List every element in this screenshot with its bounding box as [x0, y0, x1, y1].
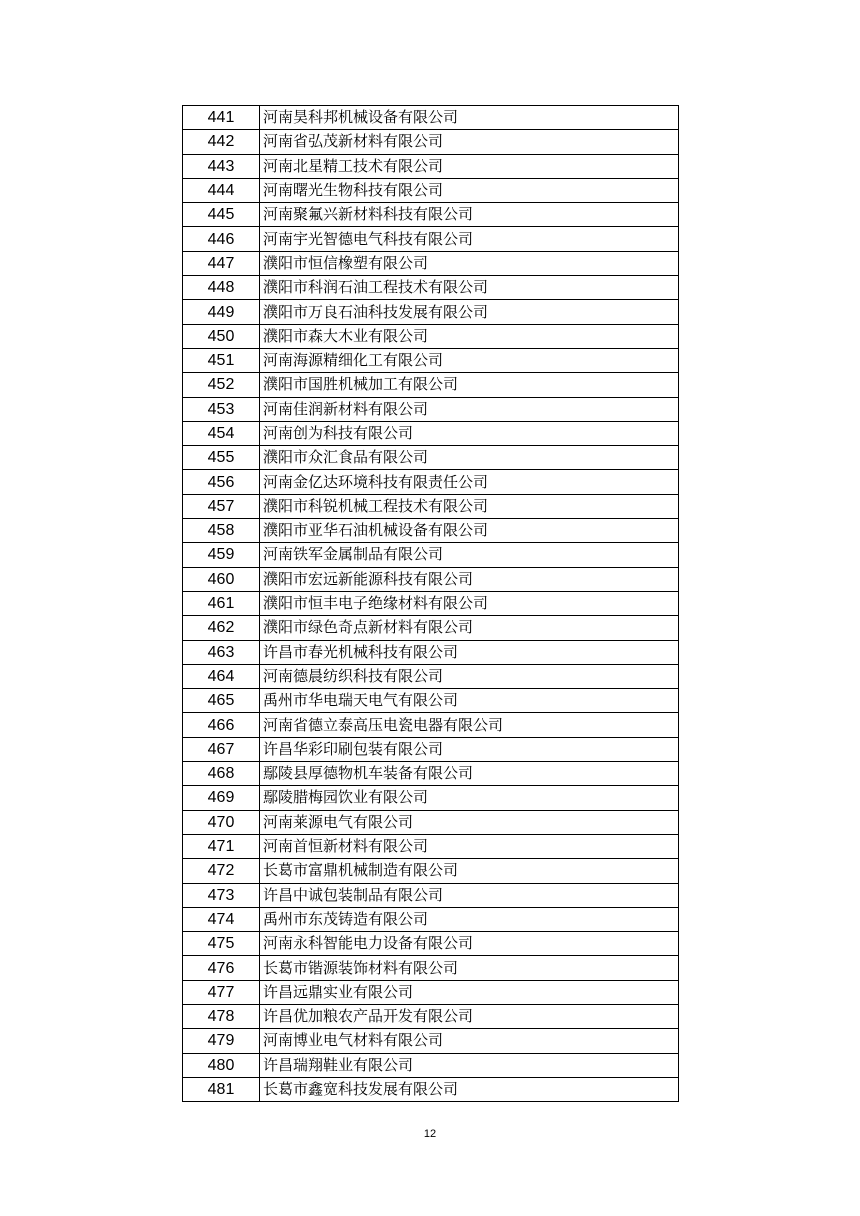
- company-name-cell: 濮阳市众汇食品有限公司: [260, 446, 679, 470]
- table-row: [183, 907, 679, 931]
- table-row: [183, 494, 679, 518]
- table-row: [183, 203, 679, 227]
- company-name-cell: 河南省弘茂新材料有限公司: [260, 130, 679, 154]
- table-row: [183, 543, 679, 567]
- company-name-cell: 河南德晨纺织科技有限公司: [260, 664, 679, 688]
- row-number-cell: 477: [183, 980, 260, 1004]
- table-row: [183, 324, 679, 348]
- table-row: [183, 932, 679, 956]
- company-name-cell: 鄢陵县厚德物机车装备有限公司: [260, 762, 679, 786]
- table-row: [183, 130, 679, 154]
- row-number-cell: 454: [183, 421, 260, 445]
- company-name-cell: 河南昊科邦机械设备有限公司: [260, 106, 679, 130]
- row-number-cell: 470: [183, 810, 260, 834]
- company-name-cell: 河南博业电气材料有限公司: [260, 1029, 679, 1053]
- company-name-cell: 濮阳市恒丰电子绝缘材料有限公司: [260, 591, 679, 615]
- table-row: [183, 834, 679, 858]
- row-number-cell: 471: [183, 834, 260, 858]
- table-row: [183, 810, 679, 834]
- row-number-cell: 452: [183, 373, 260, 397]
- table-row: [183, 251, 679, 275]
- row-number-cell: 469: [183, 786, 260, 810]
- company-name-cell: 濮阳市亚华石油机械设备有限公司: [260, 519, 679, 543]
- table-row: [183, 1029, 679, 1053]
- company-name-cell: 河南佳润新材料有限公司: [260, 397, 679, 421]
- row-number-cell: 458: [183, 519, 260, 543]
- company-name-cell: 河南宇光智德电气科技有限公司: [260, 227, 679, 251]
- table-row: [183, 859, 679, 883]
- table-row: [183, 178, 679, 202]
- table-row: [183, 956, 679, 980]
- company-name-cell: 濮阳市宏远新能源科技有限公司: [260, 567, 679, 591]
- row-number-cell: 472: [183, 859, 260, 883]
- table-row: [183, 154, 679, 178]
- row-number-cell: 474: [183, 907, 260, 931]
- row-number-cell: 445: [183, 203, 260, 227]
- table-row: [183, 786, 679, 810]
- company-name-cell: 长葛市鑫宽科技发展有限公司: [260, 1077, 679, 1101]
- company-name-cell: 河南省德立泰高压电瓷电器有限公司: [260, 713, 679, 737]
- company-name-cell: 河南首恒新材料有限公司: [260, 834, 679, 858]
- company-name-cell: 濮阳市国胜机械加工有限公司: [260, 373, 679, 397]
- company-name-cell: 许昌华彩印刷包装有限公司: [260, 737, 679, 761]
- row-number-cell: 459: [183, 543, 260, 567]
- table-row: [183, 348, 679, 372]
- row-number-cell: 447: [183, 251, 260, 275]
- row-number-cell: 476: [183, 956, 260, 980]
- table-row: [183, 397, 679, 421]
- company-name-cell: 濮阳市绿色奇点新材料有限公司: [260, 616, 679, 640]
- company-name-cell: 河南创为科技有限公司: [260, 421, 679, 445]
- table-row: [183, 421, 679, 445]
- company-name-cell: 许昌瑞翔鞋业有限公司: [260, 1053, 679, 1077]
- table-row: [183, 713, 679, 737]
- row-number-cell: 463: [183, 640, 260, 664]
- row-number-cell: 466: [183, 713, 260, 737]
- row-number-cell: 441: [183, 106, 260, 130]
- row-number-cell: 462: [183, 616, 260, 640]
- table-row: [183, 1077, 679, 1101]
- company-name-cell: 鄢陵腊梅园饮业有限公司: [260, 786, 679, 810]
- table-row: [183, 300, 679, 324]
- table-row: [183, 762, 679, 786]
- row-number-cell: 450: [183, 324, 260, 348]
- row-number-cell: 443: [183, 154, 260, 178]
- company-name-cell: 长葛市锴源装饰材料有限公司: [260, 956, 679, 980]
- table-row: [183, 519, 679, 543]
- company-name-cell: 许昌优加粮农产品开发有限公司: [260, 1004, 679, 1028]
- row-number-cell: 475: [183, 932, 260, 956]
- table-row: [183, 567, 679, 591]
- row-number-cell: 442: [183, 130, 260, 154]
- table-row: [183, 980, 679, 1004]
- row-number-cell: 479: [183, 1029, 260, 1053]
- table-row: [183, 664, 679, 688]
- row-number-cell: 480: [183, 1053, 260, 1077]
- row-number-cell: 468: [183, 762, 260, 786]
- row-number-cell: 465: [183, 689, 260, 713]
- row-number-cell: 455: [183, 446, 260, 470]
- table-row: [183, 1053, 679, 1077]
- table-row: [183, 106, 679, 130]
- row-number-cell: 473: [183, 883, 260, 907]
- company-name-cell: 禹州市东茂铸造有限公司: [260, 907, 679, 931]
- company-name-cell: 许昌市春光机械科技有限公司: [260, 640, 679, 664]
- company-name-cell: 河南海源精细化工有限公司: [260, 348, 679, 372]
- company-name-cell: 禹州市华电瑞天电气有限公司: [260, 689, 679, 713]
- row-number-cell: 464: [183, 664, 260, 688]
- row-number-cell: 453: [183, 397, 260, 421]
- row-number-cell: 460: [183, 567, 260, 591]
- table-row: [183, 276, 679, 300]
- company-name-cell: 濮阳市科锐机械工程技术有限公司: [260, 494, 679, 518]
- company-name-cell: 濮阳市万良石油科技发展有限公司: [260, 300, 679, 324]
- row-number-cell: 456: [183, 470, 260, 494]
- table-row: [183, 470, 679, 494]
- table-row: [183, 689, 679, 713]
- row-number-cell: 467: [183, 737, 260, 761]
- row-number-cell: 446: [183, 227, 260, 251]
- company-name-cell: 河南聚氟兴新材料科技有限公司: [260, 203, 679, 227]
- company-name-cell: 河南曙光生物科技有限公司: [260, 178, 679, 202]
- company-name-cell: 河南北星精工技术有限公司: [260, 154, 679, 178]
- table-row: [183, 373, 679, 397]
- table-row: [183, 591, 679, 615]
- company-name-cell: 长葛市富鼎机械制造有限公司: [260, 859, 679, 883]
- company-name-cell: 濮阳市森大木业有限公司: [260, 324, 679, 348]
- table-row: [183, 446, 679, 470]
- row-number-cell: 481: [183, 1077, 260, 1101]
- row-number-cell: 451: [183, 348, 260, 372]
- page-number: 12: [423, 1128, 437, 1140]
- company-name-cell: 濮阳市恒信橡塑有限公司: [260, 251, 679, 275]
- table-row: [183, 883, 679, 907]
- table-row: [183, 640, 679, 664]
- company-list-table: [182, 105, 679, 1102]
- row-number-cell: 461: [183, 591, 260, 615]
- table-row: [183, 737, 679, 761]
- row-number-cell: 448: [183, 276, 260, 300]
- row-number-cell: 444: [183, 178, 260, 202]
- table-row: [183, 227, 679, 251]
- company-name-cell: 许昌中诚包装制品有限公司: [260, 883, 679, 907]
- company-name-cell: 河南铁军金属制品有限公司: [260, 543, 679, 567]
- company-name-cell: 河南永科智能电力设备有限公司: [260, 932, 679, 956]
- company-name-cell: 濮阳市科润石油工程技术有限公司: [260, 276, 679, 300]
- row-number-cell: 457: [183, 494, 260, 518]
- row-number-cell: 449: [183, 300, 260, 324]
- company-list-body: [183, 106, 679, 1102]
- row-number-cell: 478: [183, 1004, 260, 1028]
- company-name-cell: 河南金亿达环境科技有限责任公司: [260, 470, 679, 494]
- company-name-cell: 许昌远鼎实业有限公司: [260, 980, 679, 1004]
- table-row: [183, 616, 679, 640]
- company-name-cell: 河南莱源电气有限公司: [260, 810, 679, 834]
- table-row: [183, 1004, 679, 1028]
